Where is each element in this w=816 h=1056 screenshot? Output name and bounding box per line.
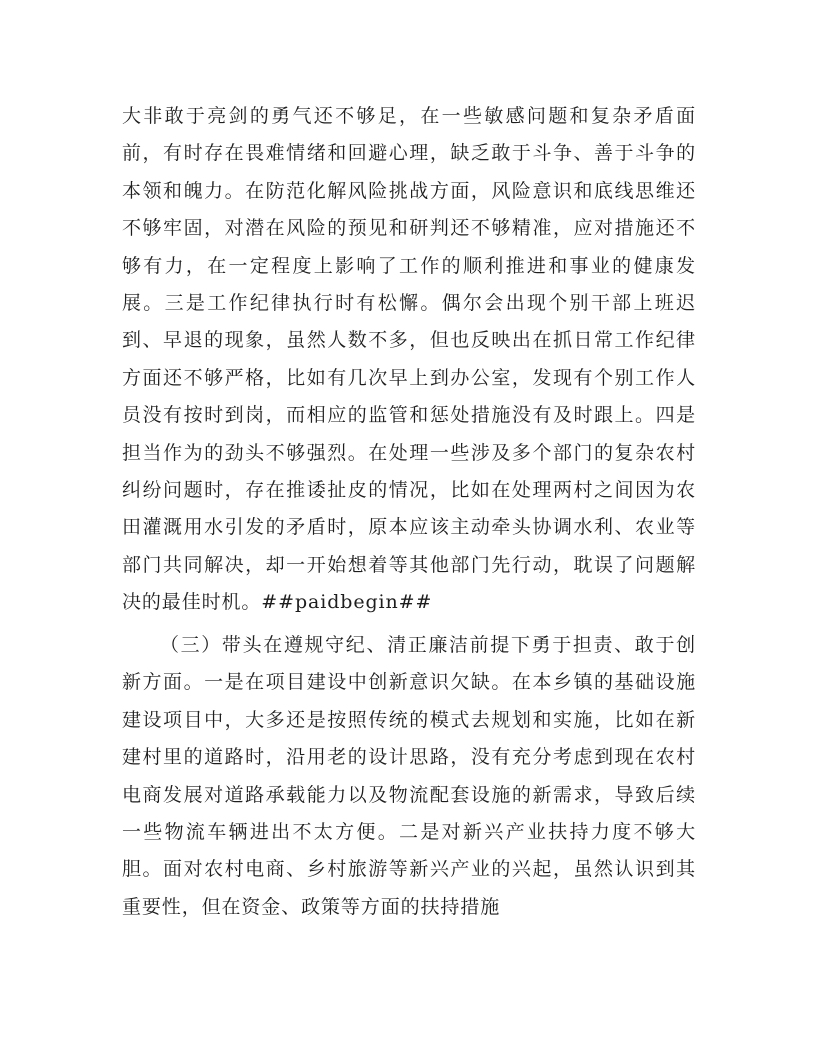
body-paragraph-2	[122, 627, 696, 926]
paragraph-text: 大非敢于亮剑的勇气还不够足，在一些敏感问题和复杂矛盾面前，有时存在畏难情绪和回避心理，缺乏敢于斗争、善于斗争的本领和魄力。在防范化解风险挑战方面，风险意识和底线思维还不够牢固，对潜在风险的预见和研判还不够精准，应对措施还不够有力，在一定程度上影响了工作的顺利推进和事业的健康发展。三是工作纪律执行时有松懈。偶尔会出现个别干部上班迟到、早退的现象，虽然人数不多，但也反映出在抓日常工作纪律方面还不够严格，比如有几次早上到办公室，发现有个别工作人员没有按时到岗，而相应的监管和惩处措施没有及时跟上。四是担当作为的劲头不够强烈。在处理一些涉及多个部门的复杂农村纠纷问题时，存在推诿扯皮的情况，比如在处理两村之间因为农田灌溉用水引发的矛盾时，原本应该主动牵头协调水利、农业等部门共同解决，却一开始想着等其他部门先行动，耽误了问题解决的最佳时机。##paidbegin##	[122, 105, 696, 614]
body-paragraph-1	[122, 98, 696, 622]
paragraph-text: （三）带头在遵规守纪、清正廉洁前提下勇于担责、敢于创新方面。一是在项目建设中创新意识欠缺。在本乡镇的基础设施建设项目中，大多还是按照传统的模式去规划和实施，比如在新建村里的道路时，沿用老的设计思路，没有充分考虑到现在农村电商发展对道路承载能力以及物流配套设施的新需求，导致后续一些物流车辆进出不太方便。二是对新兴产业扶持力度不够大胆。面对农村电商、乡村旅游等新兴产业的兴起，虽然认识到其重要性，但在资金、政策等方面的扶持措施	[122, 634, 696, 918]
